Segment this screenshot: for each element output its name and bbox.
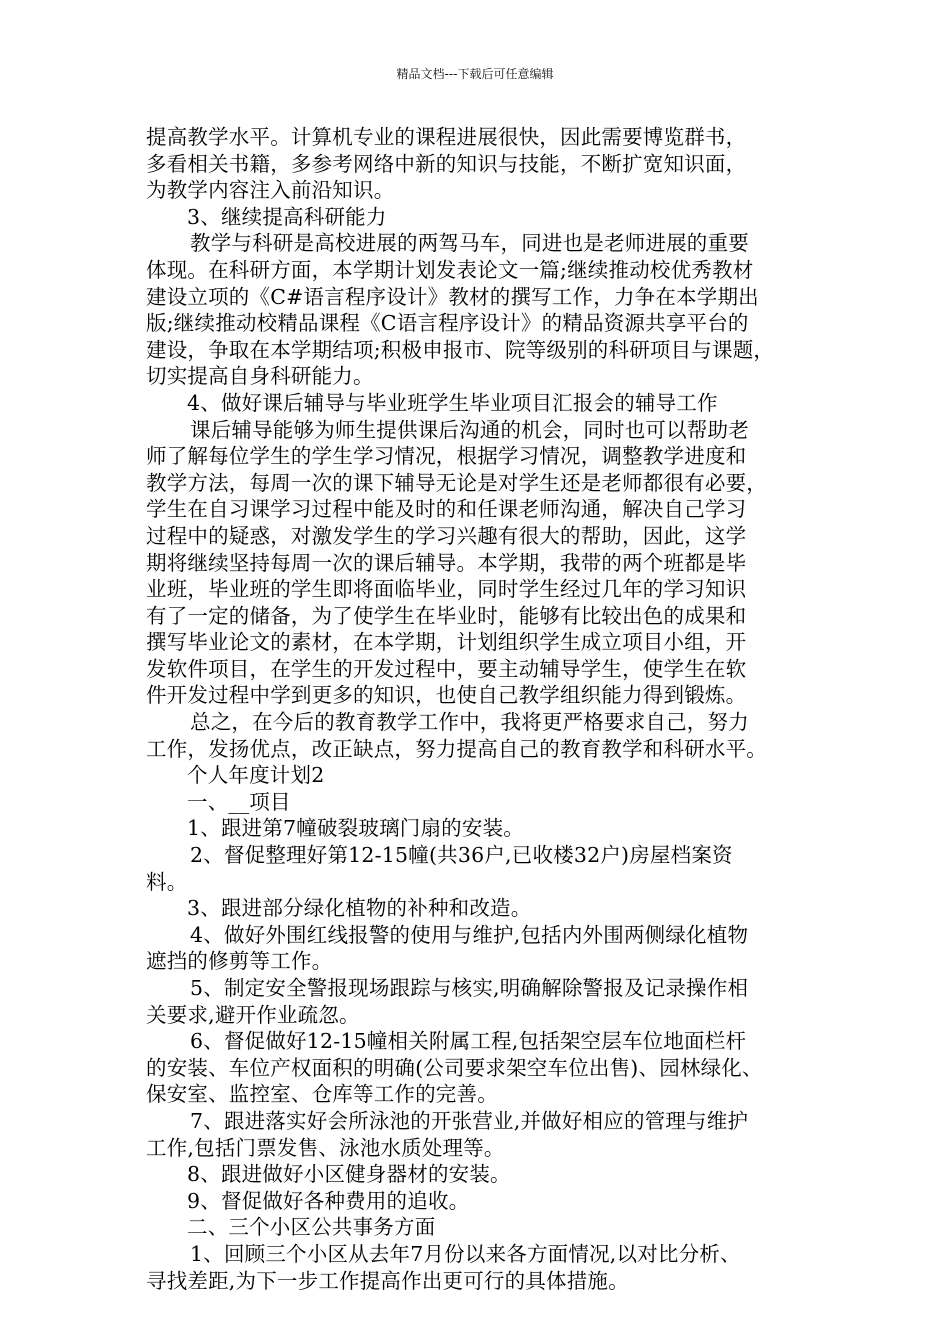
- list-item: 7、跟进落实好会所泳池的开张营业,并做好相应的管理与维护: [190, 1108, 749, 1133]
- document-body: [146, 124, 816, 1294]
- text-line: 工作，发扬优点，改正缺点，努力提高自己的教育教学和科研水平。: [146, 736, 767, 761]
- text-line: 料。: [146, 869, 188, 894]
- list-item: 1、跟进第7幢破裂玻璃门扇的安装。: [187, 816, 524, 841]
- text-line: 业班，毕业班的学生即将面临毕业，同时学生经过几年的学习知识: [146, 577, 747, 602]
- text-line: 学生在自习课学习过程中能及时的和任课老师沟通，解决自己学习: [146, 497, 747, 522]
- text-line: 切实提高自身科研能力。: [146, 364, 374, 389]
- text-line: 有了一定的储备，为了使学生在毕业时，能够有比较出色的成果和: [146, 603, 747, 628]
- document-title: 个人年度计划2: [187, 763, 325, 788]
- list-item: 8、跟进做好小区健身器材的安装。: [187, 1162, 511, 1187]
- section-heading: 一、__项目: [187, 789, 291, 814]
- text-line: 的安装、车位产权面积的明确(公司要求架空车位出售)、园林绿化、: [146, 1055, 763, 1080]
- text-line: 件开发过程中学到更多的知识，也使自己教学组织能力得到锻炼。: [146, 683, 747, 708]
- text-line: 期将继续坚持每周一次的课后辅导。本学期，我带的两个班都是毕: [146, 550, 747, 575]
- section-heading: 4、做好课后辅导与毕业班学生毕业项目汇报会的辅导工作: [187, 390, 718, 415]
- list-item: 4、做好外围红线报警的使用与维护,包括内外围两侧绿化植物: [190, 922, 749, 947]
- list-item: 9、督促做好各种费用的追收。: [187, 1188, 470, 1213]
- list-item: 6、督促做好12-15幢相关附属工程,包括架空层车位地面栏杆: [190, 1029, 747, 1054]
- text-line: 发软件项目，在学生的开发过程中，要主动辅导学生，使学生在软: [146, 656, 747, 681]
- page-header: 精品文档---下载后可任意编辑: [396, 67, 554, 81]
- text-line: 工作,包括门票发售、泳池水质处理等。: [146, 1135, 505, 1160]
- text-line: 教学方法，每周一次的课下辅导无论是对学生还是老师都很有必要，: [146, 470, 767, 495]
- text-line: 教学与科研是高校进展的两驾马车，同进也是老师进展的重要: [190, 231, 749, 256]
- text-line: 体现。在科研方面，本学期计划发表论文一篇;继续推动校优秀教材: [146, 257, 754, 282]
- text-line: 为教学内容注入前沿知识。: [146, 178, 395, 203]
- text-line: 寻找差距,为下一步工作提高作出更可行的具体措施。: [146, 1268, 629, 1293]
- text-line: 提高教学水平。计算机专业的课程进展很快，因此需要博览群书，: [146, 125, 747, 149]
- text-line: 课后辅导能够为师生提供课后沟通的机会，同时也可以帮助老: [190, 417, 749, 442]
- list-item: 2、督促整理好第12-15幢(共36户,已收楼32户)房屋档案资: [190, 843, 733, 868]
- text-line: 遮挡的修剪等工作。: [146, 949, 333, 974]
- text-line: 师了解每位学生的学生学习情况，根据学习情况，调整教学进度和: [146, 444, 747, 469]
- list-item: 1、回顾三个小区从去年7月份以来各方面情况,以对比分析、: [190, 1241, 741, 1266]
- section-heading: 二、三个小区公共事务方面: [187, 1215, 436, 1240]
- text-line: 多看相关书籍，多参考网络中新的知识与技能，不断扩宽知识面，: [146, 151, 747, 176]
- text-line: 撰写毕业论文的素材，在本学期，计划组织学生成立项目小组，开: [146, 630, 747, 655]
- text-line: 关要求,避开作业疏忽。: [146, 1002, 360, 1027]
- list-item: 3、跟进部分绿化植物的补种和改造。: [187, 896, 532, 921]
- text-line: 过程中的疑惑，对激发学生的学习兴趣有很大的帮助，因此，这学: [146, 523, 747, 548]
- section-heading: 3、继续提高科研能力: [187, 204, 387, 229]
- text-line: 建设，争取在本学期结项;积极申报市、院等级别的科研项目与课题，: [146, 337, 775, 362]
- text-line: 版;继续推动校精品课程《C语言程序设计》的精品资源共享平台的: [146, 311, 749, 336]
- text-line: 保安室、监控室、仓库等工作的完善。: [146, 1082, 498, 1107]
- text-line: 建设立项的《C#语言程序设计》教材的撰写工作，力争在本学期出: [146, 284, 759, 309]
- list-item: 5、制定安全警报现场跟踪与核实,明确解除警报及记录操作相: [190, 976, 749, 1000]
- text-line: 总之，在今后的教育教学工作中，我将更严格要求自己，努力: [190, 710, 749, 735]
